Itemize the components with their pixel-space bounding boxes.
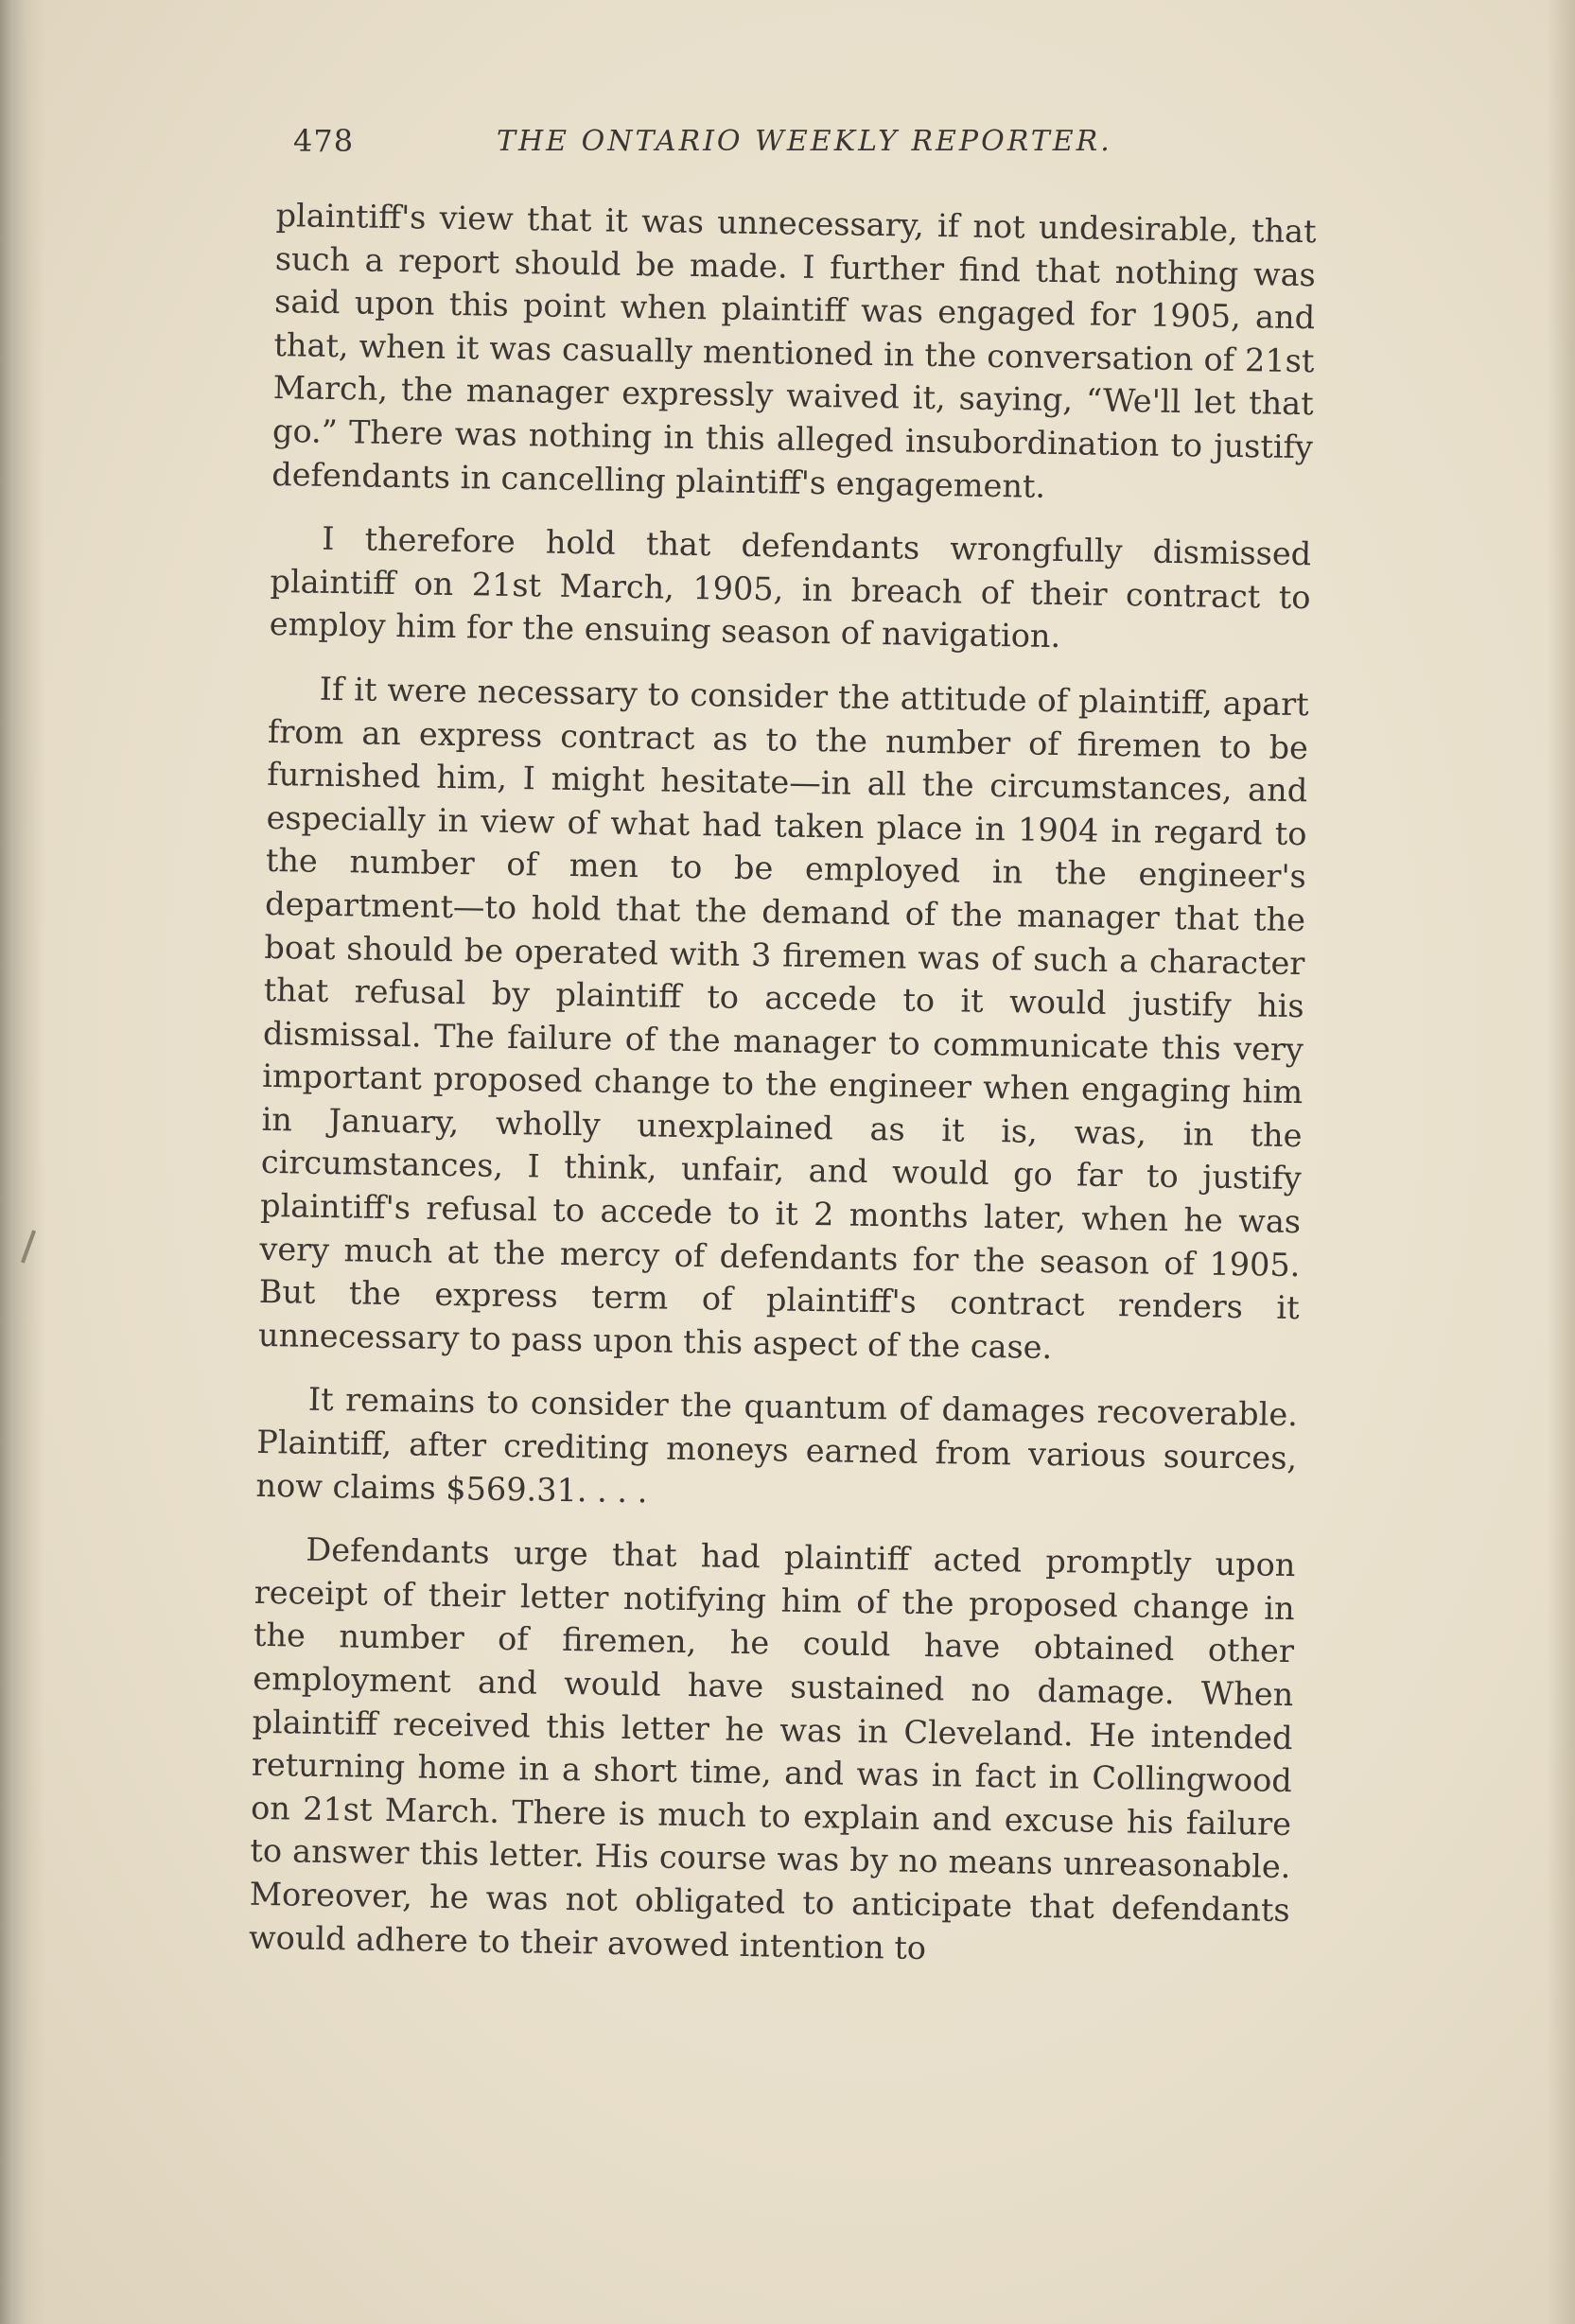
body-text <box>248 194 1317 1996</box>
paragraph-damages: It remains to consider the quantum of damages recoverable. Plaintiff, after crediting moneys earned from various sources, now claims $569.31. . . . <box>255 1381 1299 1510</box>
paragraph-attitude: If it were necessary to consider the attitude of plaintiff, apart from an express contract as to the number of firemen to be furnished him, I might hesitate—in all the circumstances, and especially in view of what had taken place in 1904 in regard to the number of men to be employed in the engineer's department—to hold that the demand of the manager that the boat should be operated with 3 firemen was of such a character that refusal by plaintiff to accede to it would justify his dismissal. The failure of the manager to communicate this very important proposed change to the engineer when engaging him in January, wholly unexplained as it is, was, in the circumstances, I think, unfair, and would go far to justify plaintiff's refusal to accede to it 2 months later, when he was very much at the mercy of defendants for the season of 1905. But the express term of plaintiff's contract renders it unnecessary to pass upon this aspect of the case. <box>257 670 1309 1366</box>
paragraph-continuation: plaintiff's view that it was unnecessary, if not undesirable, that such a report should be made. I further find that nothing was said upon this point when plaintiff was engaged for 1905, and that, when it was casually mentioned in the conversation of 21st March, the manager expressly waived it, saying, “We'll let that go.” There was nothing in this alleged insubordination to justify defendants in cancelling plaintiff's engagement. <box>271 196 1317 505</box>
running-title: THE ONTARIO WEEKLY REPORTER. <box>497 125 1112 158</box>
page-number: 478 <box>293 123 355 159</box>
binding-shadow <box>0 0 45 2324</box>
running-header <box>293 123 1324 180</box>
paragraph-defendants-urge: Defendants urge that had plaintiff acted promptly upon receipt of their letter notifying him of the proposed change in the number of firemen, he could have obtained other employment and would have sustained no damage. When plaintiff received this letter he was in Cleveland. He intended returning home in a short time, and was in fact in Collingwood on 21st March. There is much to explain and excuse his failure to answer this letter. His course was by no means unreasonable. Moreover, he was not obligated to anticipate that defendants would adhere to their avowed intention to <box>248 1530 1296 1966</box>
page-edge-shadow <box>1547 0 1575 2324</box>
paragraph-holding: I therefore hold that defendants wrongfully dismissed plaintiff on 21st March, 1905, in breach of their contract to employ him for the ensuing season of navigation. <box>269 519 1312 655</box>
